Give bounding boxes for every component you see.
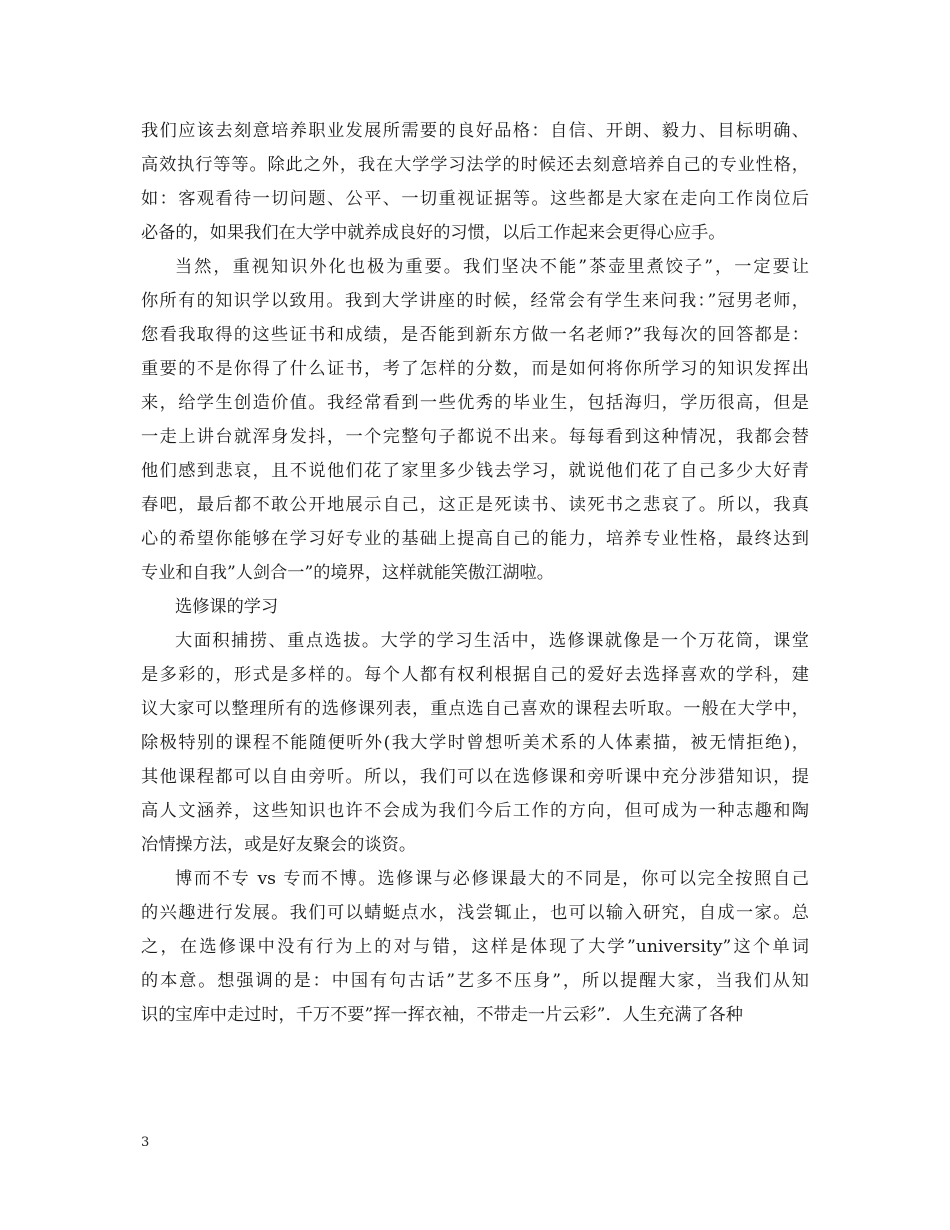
paragraph: [141, 862, 809, 1032]
paragraph: [141, 114, 809, 250]
text-line: 选修课的学习: [175, 597, 279, 617]
text-line: 除极特别的课程不能随便听外(我大学时曾想听美术系的人体素描，被无情拒绝)，: [141, 733, 809, 753]
text-line: 心的希望你能够在学习好专业的基础上提高自己的能力，培养专业性格，最终达到: [141, 529, 809, 549]
body-text: [141, 114, 809, 1032]
text-line: 必备的，如果我们在大学中就养成良好的习惯，以后工作起来会更得心应手。: [141, 223, 726, 243]
text-line: 来，给学生创造价值。我经常看到一些优秀的毕业生，包括海归，学历很高，但是: [141, 393, 809, 413]
text-line: 他们感到悲哀，且不说他们花了家里多少钱去学习，就说他们花了自己多少大好青: [141, 461, 809, 481]
text-line: 高人文涵养，这些知识也许不会成为我们今后工作的方向，但可成为一种志趣和陶: [141, 801, 809, 821]
paragraph: [141, 250, 809, 590]
text-line: 高效执行等等。除此之外，我在大学学习法学的时候还去刻意培养自己的专业性格，: [141, 155, 809, 175]
text-line: 当然，重视知识外化也极为重要。我们坚决不能”茶壶里煮饺子”，一定要让: [175, 257, 809, 277]
text-line: 的本意。想强调的是：中国有句古话”艺多不压身”，所以提醒大家，当我们从知: [141, 971, 809, 991]
text-line: 您看我取得的这些证书和成绩，是否能到新东方做一名老师?”我每次的回答都是：: [141, 325, 809, 345]
text-line: 议大家可以整理所有的选修课列表，重点选自己喜欢的课程去听取。一般在大学中，: [141, 699, 809, 719]
text-line: 博而不专 vs 专而不博。选修课与必修课最大的不同是，你可以完全按照自己: [175, 869, 809, 889]
text-line: 一走上讲台就浑身发抖，一个完整句子都说不出来。每每看到这种情况，我都会替: [141, 427, 809, 447]
paragraph: [141, 624, 809, 862]
text-line: 春吧，最后都不敢公开地展示自己，这正是死读书、读死书之悲哀了。所以，我真: [141, 495, 809, 515]
text-line: 专业和自我”人剑合一”的境界，这样就能笑傲江湖啦。: [141, 563, 554, 583]
text-line: 的兴趣进行发展。我们可以蜻蜓点水，浅尝辄止，也可以输入研究，自成一家。总: [141, 903, 809, 923]
text-line: 冶情操方法，或是好友聚会的谈资。: [141, 835, 417, 855]
text-line: 之，在选修课中没有行为上的对与错，这样是体现了大学”university”这个单词: [141, 937, 809, 957]
text-line: 识的宝库中走过时，千万不要”挥一挥衣袖，不带走一片云彩”．人生充满了各种: [141, 1005, 743, 1025]
text-line: 其他课程都可以自由旁听。所以，我们可以在选修课和旁听课中充分涉猎知识，提: [141, 767, 809, 787]
text-line: 如：客观看待一切问题、公平、一切重视证据等。这些都是大家在走向工作岗位后: [141, 189, 809, 209]
text-line: 大面积捕捞、重点选拔。大学的学习生活中，选修课就像是一个万花筒，课堂: [175, 631, 809, 651]
text-line: 重要的不是你得了什么证书，考了怎样的分数，而是如何将你所学习的知识发挥出: [141, 359, 809, 379]
page-number: 3: [141, 1135, 150, 1150]
paragraph: [141, 590, 809, 624]
text-line: 你所有的知识学以致用。我到大学讲座的时候，经常会有学生来问我：”冠男老师，: [141, 291, 809, 311]
text-line: 我们应该去刻意培养职业发展所需要的良好品格：自信、开朗、毅力、目标明确、: [141, 121, 809, 141]
text-line: 是多彩的，形式是多样的。每个人都有权利根据自己的爱好去选择喜欢的学科，建: [141, 665, 809, 685]
